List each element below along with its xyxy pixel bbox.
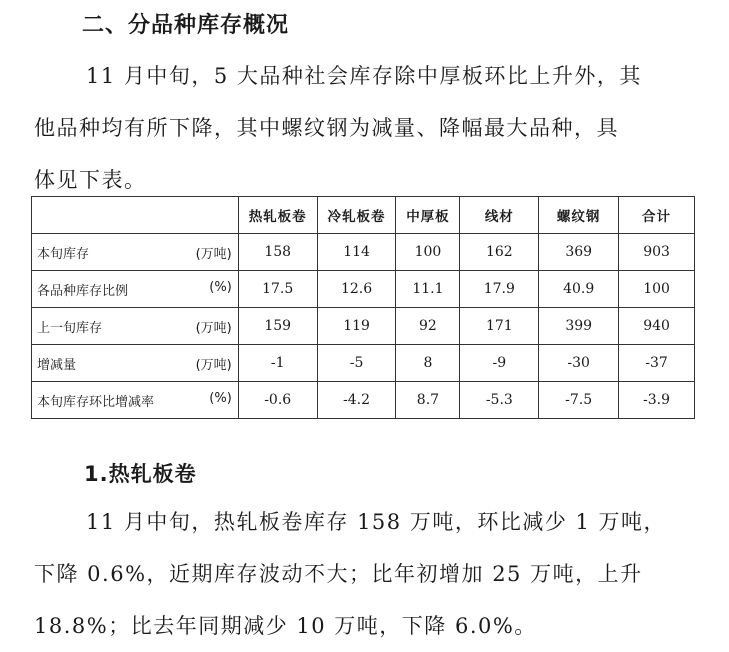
- table-row: [32, 308, 695, 345]
- table-cell: -4.2: [317, 382, 396, 419]
- table-cell: 369: [539, 234, 619, 271]
- column-header: 中厚板: [396, 197, 460, 234]
- table-cell: -0.6: [238, 382, 317, 419]
- row-label-unit: (万吨): [195, 246, 232, 262]
- table-header-row: [32, 197, 695, 234]
- row-label-unit: (%): [209, 390, 232, 406]
- paragraph-line: 11 月中旬，热轧板卷库存 158 万吨，环比减少 1 万吨，: [86, 510, 667, 534]
- paragraph-line: 他品种均有所下降，其中螺纹钢为减量、降幅最大品种，具: [34, 116, 619, 140]
- table-cell: 17.9: [460, 271, 539, 308]
- table-cell: 11.1: [396, 271, 460, 308]
- table-cell: -30: [539, 345, 619, 382]
- section-heading: 二、分品种库存概况: [82, 13, 290, 38]
- table-cell: -1: [238, 345, 317, 382]
- table-cell: 100: [396, 234, 460, 271]
- row-label: [32, 382, 239, 419]
- row-label-unit: (万吨): [195, 357, 232, 373]
- table-cell: 158: [238, 234, 317, 271]
- table-cell: 903: [619, 234, 695, 271]
- row-label-text: 本旬库存: [37, 246, 90, 262]
- column-header: [32, 197, 239, 234]
- column-header: 合计: [619, 197, 695, 234]
- table-cell: 119: [317, 308, 396, 345]
- table-cell: 92: [396, 308, 460, 345]
- table-cell: -37: [619, 345, 695, 382]
- row-label: [32, 345, 239, 382]
- paragraph-line: 18.8%；比去年同期减少 10 万吨，下降 6.0%。: [34, 614, 537, 638]
- column-header: 热轧板卷: [238, 197, 317, 234]
- table-cell: 159: [238, 308, 317, 345]
- paragraph-line: 11 月中旬，5 大品种社会库存除中厚板环比上升外，其: [86, 64, 642, 88]
- column-header: 螺纹钢: [539, 197, 619, 234]
- row-label-unit: (万吨): [195, 320, 232, 336]
- table-row: [32, 382, 695, 419]
- row-label-unit: (%): [209, 279, 232, 295]
- table-cell: -7.5: [539, 382, 619, 419]
- table-cell: 940: [619, 308, 695, 345]
- table-cell: 399: [539, 308, 619, 345]
- table-cell: 8.7: [396, 382, 460, 419]
- inventory-table: [31, 196, 695, 419]
- paragraph-line: 下降 0.6%，近期库存波动不大；比年初增加 25 万吨，上升: [34, 562, 643, 586]
- table-row: [32, 271, 695, 308]
- table-cell: -9: [460, 345, 539, 382]
- row-label-text: 各品种库存比例: [37, 283, 129, 299]
- row-label: [32, 271, 239, 308]
- row-label-text: 增减量: [37, 357, 77, 373]
- table-row: [32, 234, 695, 271]
- intro-paragraph: [34, 50, 694, 206]
- table-cell: -5.3: [460, 382, 539, 419]
- column-header: 冷轧板卷: [317, 197, 396, 234]
- table-cell: 12.6: [317, 271, 396, 308]
- column-header: 线材: [460, 197, 539, 234]
- table-cell: 40.9: [539, 271, 619, 308]
- table-cell: 114: [317, 234, 396, 271]
- row-label: [32, 234, 239, 271]
- table-cell: 171: [460, 308, 539, 345]
- table-cell: -5: [317, 345, 396, 382]
- table-cell: -3.9: [619, 382, 695, 419]
- table-cell: 100: [619, 271, 695, 308]
- row-label: [32, 308, 239, 345]
- row-label-text: 本旬库存环比增减率: [37, 394, 155, 410]
- table-row: [32, 345, 695, 382]
- subsection-paragraph: [34, 496, 694, 652]
- table-cell: 17.5: [238, 271, 317, 308]
- table-cell: 8: [396, 345, 460, 382]
- row-label-text: 上一旬库存: [37, 320, 103, 336]
- subsection-heading: 1.热轧板卷: [84, 462, 197, 486]
- paragraph-line: 体见下表。: [34, 168, 147, 192]
- table-cell: 162: [460, 234, 539, 271]
